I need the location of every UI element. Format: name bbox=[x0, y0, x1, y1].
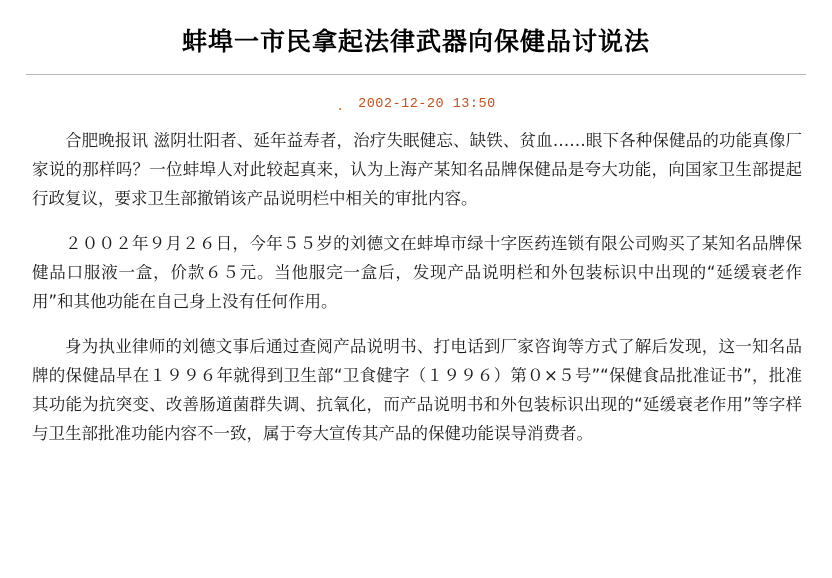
article-meta bbox=[26, 75, 806, 122]
paragraph: ２００２年９月２６日，今年５５岁的刘德文在蚌埠市绿十字医药连锁有限公司购买了某知名品牌保健品口服液一盒，价款６５元。当他服完一盒后，发现产品说明栏和外包装标识中出现的“延缓衰老作用”和其他功能在自己身上没有任何作用。 bbox=[32, 234, 802, 311]
paragraph: 合肥晚报讯 滋阴壮阳者、延年益寿者，治疗失眠健忘、缺铁、贫血……眼下各种保健品的功能真像厂家说的那样吗？一位蚌埠人对此较起真来，认为上海产某知名品牌保健品是夸大功能，向国家卫生部提起行政复议，要求卫生部撤销该产品说明栏中相关的审批内容。 bbox=[32, 131, 802, 208]
page-title: 蚌埠一市民拿起法律武器向保健品讨说法 bbox=[181, 27, 650, 56]
bullet-icon: . bbox=[336, 99, 345, 114]
timestamp: 2002-12-20 13:50 bbox=[358, 97, 496, 112]
article-body bbox=[26, 122, 806, 448]
paragraph: 身为执业律师的刘德文事后通过查阅产品说明书、打电话到厂家咨询等方式了解后发现，这一知名品牌的保健品早在１９９６年就得到卫生部“卫食健字（１９９６）第０×５号”“保健食品批准证书”，批准其功能为抗突变、改善肠道菌群失调、抗氧化，而产品说明书和外包装标识出现的“延缓衰老作用”等字样与卫生部批准功能内容不一致，属于夸大宣传其产品的保健功能误导消费者。 bbox=[32, 337, 802, 443]
